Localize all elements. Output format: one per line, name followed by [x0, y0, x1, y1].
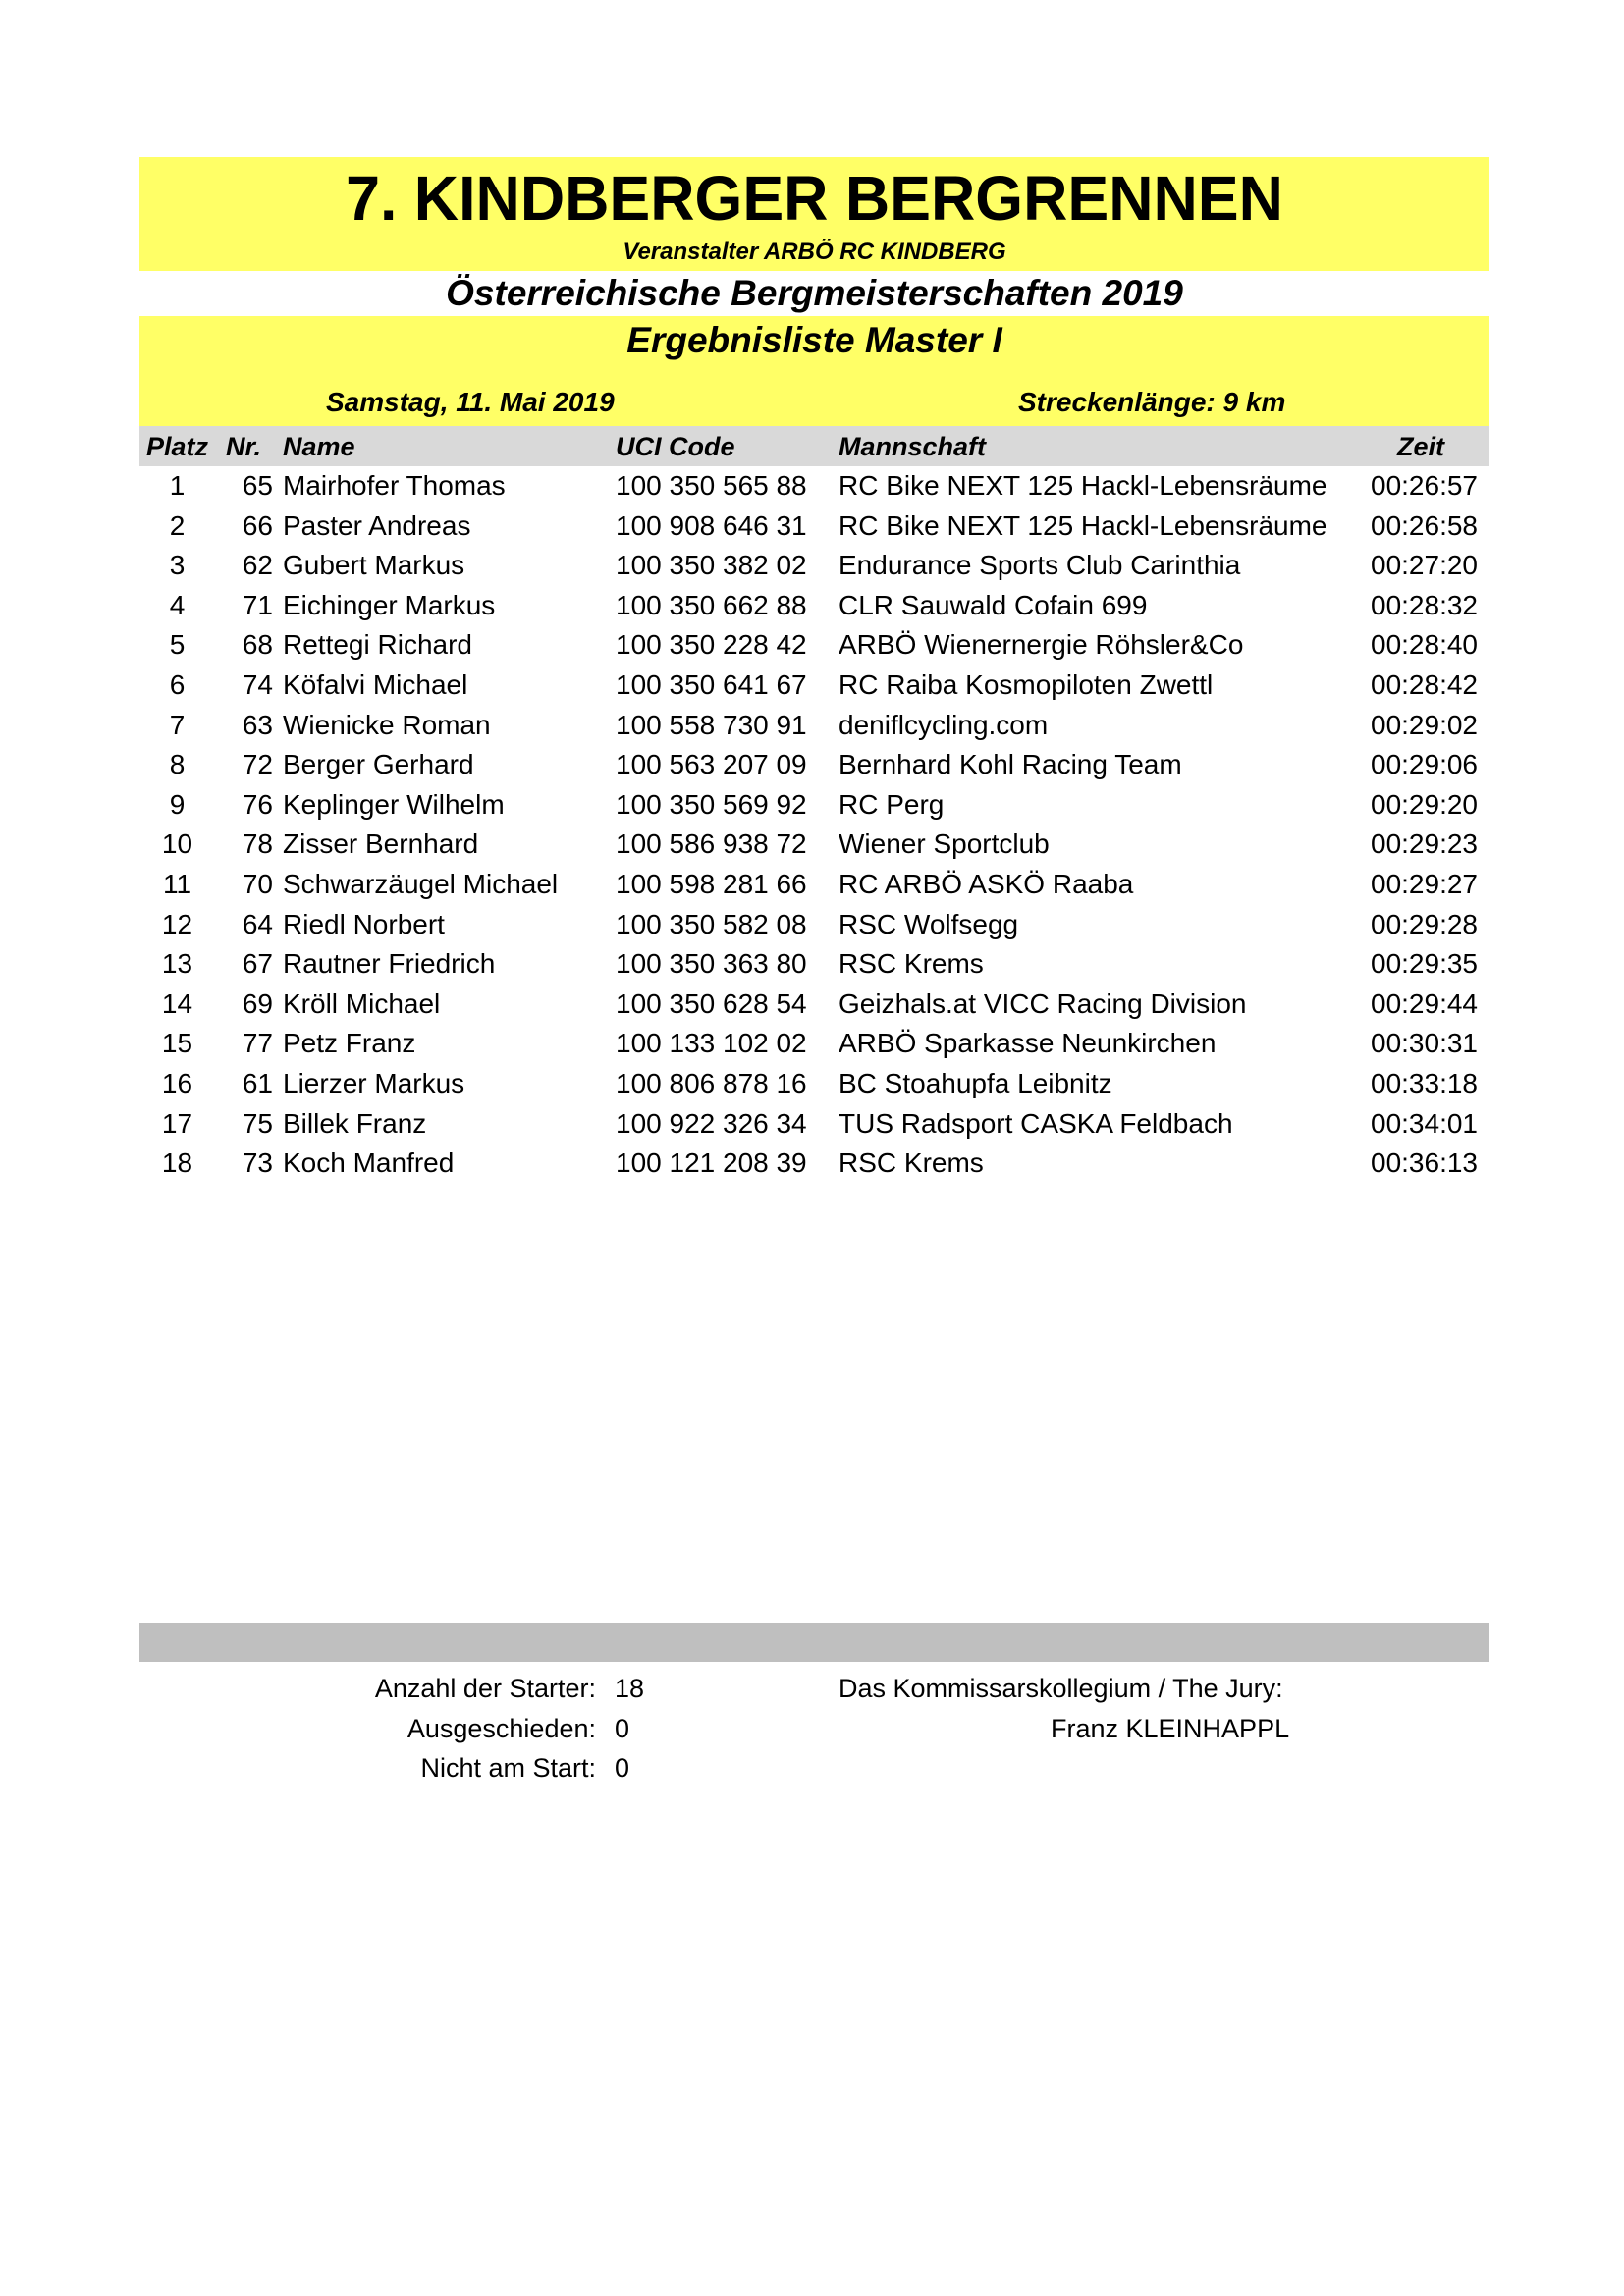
stat-label: Ausgeschieden: — [406, 1713, 596, 1743]
table-row — [139, 706, 1489, 746]
place: 7 — [169, 709, 186, 740]
table-row — [139, 785, 1489, 826]
bib-number: 71 — [242, 589, 273, 620]
team-name: TUS Radsport CASKA Feldbach — [839, 1107, 1233, 1139]
column-header-time: Zeit — [1397, 432, 1445, 461]
title-banner — [139, 157, 1489, 271]
starters-count-row — [139, 1669, 1489, 1709]
bib-number: 75 — [242, 1107, 273, 1139]
bib-number: 64 — [242, 908, 273, 939]
uci-code: 100 350 565 88 — [616, 470, 807, 501]
table-row — [139, 586, 1489, 626]
team-name: RC Raiba Kosmopiloten Zwettl — [839, 668, 1214, 700]
uci-code: 100 350 628 54 — [616, 988, 807, 1019]
stat-label: Anzahl der Starter: — [374, 1674, 596, 1703]
column-header-platz: Platz — [146, 432, 209, 461]
table-row — [139, 745, 1489, 785]
team-name: BC Stoahupfa Leibnitz — [839, 1067, 1112, 1098]
results-sheet — [139, 157, 1489, 1184]
place: 4 — [169, 589, 186, 620]
place: 11 — [162, 868, 192, 899]
finish-time: 00:29:20 — [1371, 788, 1478, 820]
place: 14 — [161, 988, 193, 1019]
bib-number: 69 — [242, 988, 273, 1019]
race-summary — [139, 1669, 1489, 1789]
finish-time: 00:29:28 — [1371, 908, 1478, 939]
team-name: RC Bike NEXT 125 Hackl-Lebensräume — [839, 509, 1327, 541]
bib-number: 72 — [242, 749, 273, 780]
rider-name: Gubert Markus — [283, 550, 465, 581]
uci-code: 100 133 102 02 — [616, 1028, 807, 1059]
bib-number: 65 — [242, 470, 273, 501]
bib-number: 66 — [242, 509, 273, 541]
organizer-line: Veranstalter ARBÖ RC KINDBERG — [623, 239, 1006, 265]
rider-name: Wienicke Roman — [283, 709, 491, 740]
uci-code: 100 350 569 92 — [616, 788, 807, 820]
uci-code: 100 908 646 31 — [616, 509, 807, 541]
rider-name: Lierzer Markus — [283, 1067, 465, 1098]
rider-name: Riedl Norbert — [283, 908, 445, 939]
column-header-nr: Nr. — [226, 432, 262, 461]
place: 16 — [161, 1067, 193, 1098]
finish-time: 00:29:27 — [1371, 868, 1478, 899]
place: 5 — [169, 629, 186, 661]
uci-code: 100 350 363 80 — [616, 948, 807, 980]
table-row — [139, 1024, 1489, 1064]
uci-code: 100 350 582 08 — [616, 908, 807, 939]
uci-code: 100 350 641 67 — [616, 668, 807, 700]
team-name: ARBÖ Sparkasse Neunkirchen — [839, 1028, 1217, 1059]
rider-name: Billek Franz — [283, 1107, 427, 1139]
bib-number: 62 — [242, 550, 273, 581]
rider-name: Eichinger Markus — [283, 589, 496, 620]
uci-code: 100 598 281 66 — [616, 868, 807, 899]
rider-name: Schwarzäugel Michael — [283, 868, 559, 899]
bib-number: 70 — [242, 868, 273, 899]
finish-time: 00:29:02 — [1371, 709, 1478, 740]
rider-name: Rettegi Richard — [283, 629, 472, 661]
table-row — [139, 1144, 1489, 1184]
finish-time: 00:29:23 — [1371, 828, 1478, 860]
table-row — [139, 625, 1489, 666]
team-name: RSC Wolfsegg — [839, 908, 1019, 939]
finish-time: 00:29:35 — [1371, 948, 1478, 980]
rider-name: Koch Manfred — [283, 1148, 455, 1179]
team-name: Geizhals.at VICC Racing Division — [839, 988, 1247, 1019]
uci-code: 100 586 938 72 — [616, 828, 807, 860]
rider-name: Paster Andreas — [283, 509, 471, 541]
jury-name: Franz KLEINHAPPL — [1051, 1713, 1290, 1743]
rider-name: Zisser Bernhard — [283, 828, 479, 860]
place: 18 — [161, 1148, 193, 1179]
place: 17 — [161, 1107, 193, 1139]
table-row — [139, 905, 1489, 945]
uci-code: 100 558 730 91 — [616, 709, 807, 740]
stat-value: 0 — [615, 1713, 630, 1743]
place: 10 — [161, 828, 193, 860]
rider-name: Kröll Michael — [283, 988, 441, 1019]
finish-time: 00:26:57 — [1371, 470, 1478, 501]
event-title: 7. KINDBERGER BERGRENNEN — [346, 163, 1283, 234]
team-name: RSC Krems — [839, 948, 984, 980]
table-row — [139, 944, 1489, 985]
place: 13 — [161, 948, 193, 980]
place: 9 — [169, 788, 186, 820]
bib-number: 78 — [242, 828, 273, 860]
table-row — [139, 507, 1489, 547]
rider-name: Berger Gerhard — [283, 749, 474, 780]
finish-time: 00:36:13 — [1371, 1148, 1478, 1179]
table-row — [139, 825, 1489, 865]
table-row — [139, 1064, 1489, 1104]
result-list-title: Ergebnisliste Master I — [626, 320, 1002, 360]
bib-number: 67 — [242, 948, 273, 980]
table-row — [139, 466, 1489, 507]
place: 8 — [169, 749, 186, 780]
dns-count-row — [139, 1748, 1489, 1789]
finish-time: 00:29:44 — [1371, 988, 1478, 1019]
place: 1 — [169, 470, 186, 501]
finish-time: 00:28:42 — [1371, 668, 1478, 700]
uci-code: 100 121 208 39 — [616, 1148, 807, 1179]
place: 12 — [161, 908, 193, 939]
uci-code: 100 350 228 42 — [616, 629, 807, 661]
finish-time: 00:29:06 — [1371, 749, 1478, 780]
finish-time: 00:27:20 — [1371, 550, 1478, 581]
finish-time: 00:26:58 — [1371, 509, 1478, 541]
bib-number: 77 — [242, 1028, 273, 1059]
uci-code: 100 350 662 88 — [616, 589, 807, 620]
table-row — [139, 1104, 1489, 1145]
uci-code: 100 563 207 09 — [616, 749, 807, 780]
team-name: ARBÖ Wienernergie Röhsler&Co — [839, 629, 1244, 661]
place: 15 — [161, 1028, 193, 1059]
place: 3 — [169, 550, 186, 581]
table-row — [139, 985, 1489, 1025]
bib-number: 63 — [242, 709, 273, 740]
uci-code: 100 350 382 02 — [616, 550, 807, 581]
bib-number: 61 — [242, 1067, 273, 1098]
rider-name: Petz Franz — [283, 1028, 416, 1059]
rider-name: Keplinger Wilhelm — [283, 788, 505, 820]
uci-code: 100 806 878 16 — [616, 1067, 807, 1098]
column-header-team: Mannschaft — [839, 432, 987, 461]
table-row — [139, 546, 1489, 586]
rider-name: Rautner Friedrich — [283, 948, 496, 980]
team-name: Bernhard Kohl Racing Team — [839, 749, 1182, 780]
course-distance: Streckenlänge: 9 km — [1018, 387, 1286, 417]
bib-number: 74 — [242, 668, 273, 700]
stat-value: 18 — [615, 1674, 645, 1703]
bib-number: 76 — [242, 788, 273, 820]
championship-title: Österreichische Bergmeisterschaften 2019 — [446, 273, 1183, 313]
event-date: Samstag, 11. Mai 2019 — [326, 387, 615, 417]
table-header — [139, 426, 1489, 466]
footer-divider-bar — [139, 1623, 1489, 1662]
subtitle-banner — [139, 316, 1489, 426]
uci-code: 100 922 326 34 — [616, 1107, 807, 1139]
team-name: deniflcycling.com — [839, 709, 1049, 740]
team-name: Endurance Sports Club Carinthia — [839, 550, 1241, 581]
finish-time: 00:28:40 — [1371, 629, 1478, 661]
place: 2 — [169, 509, 186, 541]
bib-number: 68 — [242, 629, 273, 661]
column-header-name: Name — [283, 432, 355, 461]
finish-time: 00:30:31 — [1371, 1028, 1478, 1059]
column-header-uci-code: UCI Code — [616, 432, 735, 461]
team-name: CLR Sauwald Cofain 699 — [839, 589, 1148, 620]
place: 6 — [169, 668, 186, 700]
bib-number: 73 — [242, 1148, 273, 1179]
team-name: RC Bike NEXT 125 Hackl-Lebensräume — [839, 470, 1327, 501]
stat-label: Nicht am Start: — [420, 1753, 596, 1784]
jury-title: Das Kommissarskollegium / The Jury: — [839, 1674, 1283, 1703]
team-name: RSC Krems — [839, 1148, 984, 1179]
table-row — [139, 666, 1489, 706]
results-table-body — [139, 466, 1489, 1184]
team-name: RC Perg — [839, 788, 945, 820]
team-name: Wiener Sportclub — [839, 828, 1050, 860]
team-name: RC ARBÖ ASKÖ Raaba — [839, 868, 1134, 899]
rider-name: Köfalvi Michael — [283, 668, 468, 700]
stat-value: 0 — [615, 1753, 630, 1784]
rider-name: Mairhofer Thomas — [283, 470, 506, 501]
finish-time: 00:34:01 — [1371, 1107, 1478, 1139]
finish-time: 00:28:32 — [1371, 589, 1478, 620]
finish-time: 00:33:18 — [1371, 1067, 1478, 1098]
table-row — [139, 865, 1489, 905]
